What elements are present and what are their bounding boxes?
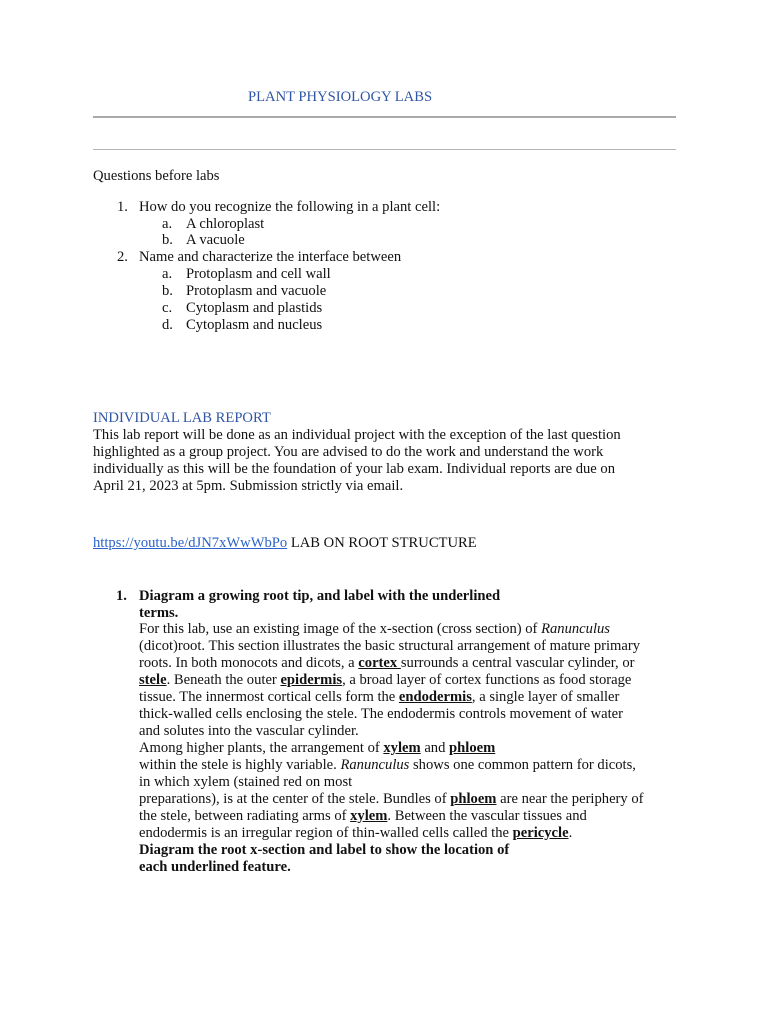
body-text: the stele, between radiating arms of: [139, 808, 351, 824]
body-text: . Between the vascular tissues and: [387, 808, 587, 824]
term-pericycle: pericycle: [512, 825, 569, 841]
body-text: tissue. The innermost cortical cells form the: [139, 689, 399, 705]
question-1a-letter: a.: [162, 216, 173, 232]
body-line: [139, 808, 684, 825]
term-endodermis: endodermis: [398, 689, 472, 705]
body-line: [139, 621, 684, 638]
body-text: roots. In both monocots and dicots, a: [139, 655, 359, 671]
body-text: , a single layer of smaller: [471, 689, 620, 705]
body-line: [139, 757, 684, 774]
item-1-number: 1.: [116, 588, 127, 604]
body-text: are near the periphery of: [496, 791, 644, 807]
body-text: and: [420, 740, 450, 756]
item-1-title: [139, 588, 500, 622]
body-line: [139, 825, 684, 842]
lab-report-line: This lab report will be done as an individual project with the exception of the last question: [93, 427, 621, 443]
body-text: , a broad layer of cortex functions as food storage: [342, 672, 632, 688]
question-2b-letter: b.: [162, 283, 173, 299]
video-link[interactable]: https://youtu.be/dJN7xWwWbPo: [93, 535, 288, 551]
body-text: Among higher plants, the arrangement of: [139, 740, 384, 756]
header-rule-bottom: [93, 149, 676, 150]
lab-report-paragraph: [93, 427, 683, 495]
term-stele: stele: [139, 672, 167, 688]
body-line: and solutes into the vascular cylinder.: [139, 723, 359, 739]
term-epidermis: epidermis: [280, 672, 343, 688]
item-1-title-line: terms.: [139, 605, 179, 621]
question-2d-letter: d.: [162, 317, 173, 333]
body-line: [139, 655, 684, 672]
question-1-text: How do you recognize the following in a plant cell:: [139, 199, 441, 215]
question-1b-text: A vacuole: [186, 232, 245, 248]
lab-report-heading: INDIVIDUAL LAB REPORT: [93, 410, 271, 426]
item-1-body: [139, 621, 684, 876]
species-name: Ranunculus: [541, 621, 610, 637]
question-2a-letter: a.: [162, 266, 173, 282]
question-1b-letter: b.: [162, 232, 173, 248]
lab-report-line: highlighted as a group project. You are advised to do the work and understand the work: [93, 444, 604, 460]
body-text: For this lab, use an existing image of the x-section (cross section) of: [139, 621, 542, 637]
header-rule-top: [93, 116, 676, 118]
body-line: [139, 689, 684, 706]
term-phloem: phloem: [449, 740, 496, 756]
video-link-line: [93, 535, 477, 552]
question-2c-letter: c.: [162, 300, 173, 316]
body-line: [139, 740, 684, 757]
instruction-line: each underlined feature.: [139, 859, 291, 875]
question-1-number: 1.: [117, 199, 128, 215]
body-text: shows one common pattern for dicots,: [409, 757, 636, 773]
body-text: .: [568, 825, 573, 841]
body-text: within the stele is highly variable.: [139, 757, 341, 773]
page-title: PLANT PHYSIOLOGY LABS: [248, 89, 433, 105]
question-2d-text: Cytoplasm and nucleus: [186, 317, 323, 333]
term-xylem: xylem: [383, 740, 421, 756]
body-text: endodermis is an irregular region of thin-walled cells called the: [139, 825, 513, 841]
body-line: [139, 672, 684, 689]
question-2-text: Name and characterize the interface between: [139, 249, 402, 265]
instruction-line: Diagram the root x-section and label to show the location of: [139, 842, 510, 858]
species-name: Ranunculus: [340, 757, 410, 773]
body-line: [139, 791, 684, 808]
question-2b-text: Protoplasm and vacuole: [186, 283, 327, 299]
question-1a-text: A chloroplast: [186, 216, 265, 232]
body-line: thick-walled cells enclosing the stele. The endodermis controls movement of water: [139, 706, 624, 722]
lab-report-line: April 21, 2023 at 5pm. Submission strictly via email.: [93, 478, 404, 494]
term-xylem: xylem: [350, 808, 388, 824]
term-phloem: phloem: [450, 791, 497, 807]
question-2a-text: Protoplasm and cell wall: [186, 266, 331, 282]
body-text: surrounds a central vascular cylinder, or: [400, 655, 635, 671]
body-text: . Beneath the outer: [166, 672, 281, 688]
item-1-title-line: Diagram a growing root tip, and label with the underlined: [139, 588, 501, 604]
body-text: preparations), is at the center of the stele. Bundles of: [139, 791, 451, 807]
term-cortex: cortex: [358, 655, 401, 671]
video-link-label: LAB ON ROOT STRUCTURE: [287, 535, 477, 551]
body-line: in which xylem (stained red on most: [139, 774, 353, 790]
question-2c-text: Cytoplasm and plastids: [186, 300, 323, 316]
question-2-number: 2.: [117, 249, 128, 265]
lab-report-line: individually as this will be the foundation of your lab exam. Individual reports are due on: [93, 461, 616, 477]
questions-intro: Questions before labs: [93, 168, 220, 184]
body-line: (dicot)root. This section illustrates the basic structural arrangement of mature primary: [139, 638, 641, 654]
